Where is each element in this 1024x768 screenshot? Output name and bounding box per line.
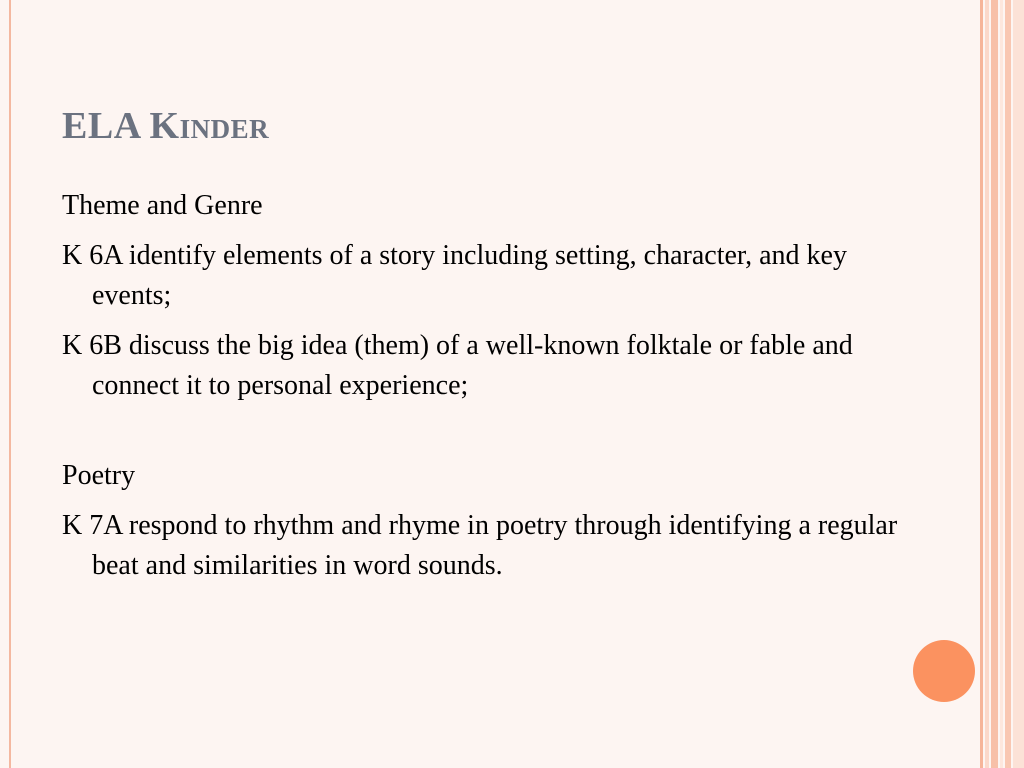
slide-title: ELA Kinder xyxy=(62,105,270,147)
body-paragraph: K 6B discuss the big idea (them) of a well-known folktale or fable and connect it to personal experience; xyxy=(62,330,853,401)
right-stripe xyxy=(1005,0,1011,768)
right-stripe xyxy=(991,0,998,768)
slide-body xyxy=(62,186,922,596)
body-paragraph: Theme and Genre xyxy=(62,190,263,221)
decorative-circle xyxy=(913,640,975,702)
paragraph-spacer xyxy=(62,416,922,456)
body-paragraph: K 6A identify elements of a story including setting, character, and key events; xyxy=(62,240,847,311)
left-border-line xyxy=(9,0,11,768)
body-paragraph: K 7A respond to rhythm and rhyme in poetry through identifying a regular beat and similarities in word sounds. xyxy=(62,510,898,581)
right-stripe xyxy=(980,0,983,768)
right-stripe xyxy=(985,0,989,768)
right-stripe xyxy=(1013,0,1024,768)
right-stripe xyxy=(1000,0,1003,768)
body-paragraph: Poetry xyxy=(62,460,136,491)
